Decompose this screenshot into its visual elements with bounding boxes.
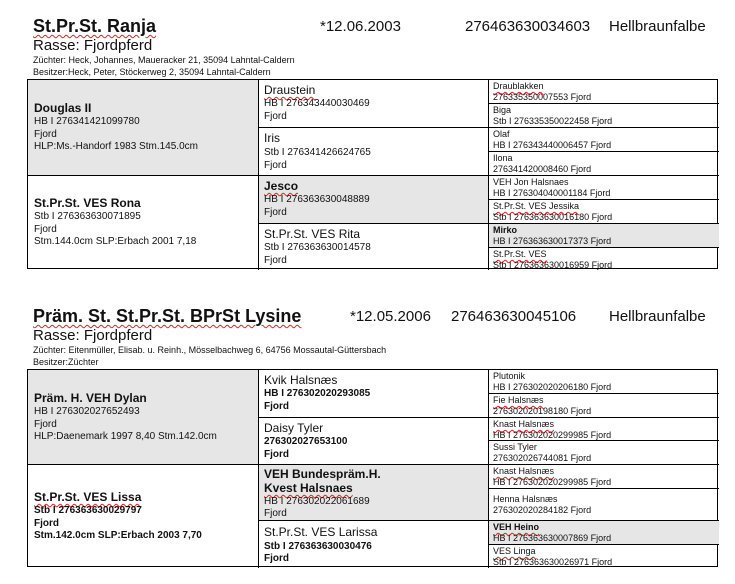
- horse2-breeder: Züchter: Eitenmüller, Elisab. u. Reinh., Mösselbachweg 6, 64756 Mossautal-Güttersbach: [33, 345, 387, 355]
- ggrand-cell-3: [488, 417, 719, 440]
- ggrand-name-5: Knast Halsnæs: [493, 466, 555, 476]
- sire-dam-name: Daisy Tyler: [264, 421, 324, 435]
- sire-breed: Fjord: [34, 129, 57, 140]
- pedigree-table-1: [27, 79, 718, 269]
- horse1-breeder: Züchter: Heck, Johannes, Maueracker 21, 35094 Lahntal-Caldern: [33, 55, 295, 65]
- dam-sire-name: VEH Bundespräm.H.: [264, 467, 381, 481]
- ggrand-info-3: HB I 276302020299985 Fjord: [493, 430, 612, 440]
- horse1-breed: Rasse: Fjordpferd: [33, 37, 153, 54]
- sire-cell: [28, 370, 258, 464]
- dam-sire-breed: Fjord: [264, 508, 287, 519]
- sire-dam-reg: 276302027653100: [264, 436, 348, 447]
- ggrand-info-2: Stb I 276335350022458 Fjord: [493, 116, 613, 126]
- ggrand-name-3: Knast Halsnæs: [493, 419, 555, 429]
- dam-dam-name: St.Pr.St. VES Rita: [264, 227, 361, 241]
- ggrand-cell-5: [488, 464, 719, 488]
- horse2-reg-number: 276463630045106: [451, 308, 577, 325]
- dam-sire-reg: HB I 276363630048889: [264, 194, 370, 205]
- sire-cell: [28, 80, 258, 175]
- ggrand-info-6: 276302020284182 Fjord: [493, 505, 592, 515]
- dam-sire-name: Jesco: [264, 179, 299, 193]
- ggrand-name-7: Mirko: [493, 225, 518, 235]
- dam-reg: Stb I 276363630029797: [34, 505, 142, 516]
- ggrand-info-1: 276335350007553 Fjord: [493, 92, 592, 102]
- ggrand-cell-1: [488, 80, 719, 103]
- dam-sire-breed: Fjord: [264, 207, 287, 218]
- horse1-reg-number: 276463630034603: [465, 18, 591, 35]
- dam-sire-reg: HB I 276302022061689: [264, 496, 370, 507]
- sire-sire-cell: [258, 80, 488, 127]
- ggrand-cell-8: [488, 247, 719, 270]
- ggrand-name-4: Ilona: [493, 153, 513, 163]
- sire-sire-cell: [258, 370, 488, 417]
- dam-sire-cell: [258, 464, 488, 520]
- dam-performance: Stm.142.0cm SLP:Erbach 2003 7,70: [34, 530, 202, 541]
- dam-dam-breed: Fjord: [264, 553, 289, 564]
- horse2-breed: Rasse: Fjordpferd: [33, 327, 153, 344]
- sire-performance: HLP:Ms.-Handorf 1983 Stm.145.0cm: [34, 141, 198, 152]
- ggrand-cell-7: [488, 520, 719, 544]
- dam-dam-cell: [258, 223, 488, 270]
- ggrand-name-1: Draublakken: [493, 81, 544, 91]
- ggrand-cell-5: [488, 175, 719, 199]
- sire-dam-cell: [258, 127, 488, 175]
- dam-dam-breed: Fjord: [264, 255, 287, 266]
- ggrand-info-5: HB I 276304040001184 Fjord: [493, 188, 611, 198]
- horse2-color: Hellbraunfalbe: [609, 308, 706, 325]
- ggrand-info-5: HB I 276302020299985 Fjord: [493, 477, 612, 487]
- ggrand-cell-4: [488, 151, 719, 175]
- ggrand-info-8: Stb I 276363630026971 Fjord: [493, 557, 613, 567]
- ggrand-name-3: Olaf: [493, 129, 510, 139]
- ggrand-cell-4: [488, 440, 719, 464]
- sire-sire-breed: Fjord: [264, 401, 289, 412]
- ggrand-cell-8: [488, 544, 719, 568]
- dam-sire-cell: [258, 175, 488, 223]
- ggrand-info-1: HB I 276302020206180 Fjord: [493, 382, 612, 392]
- ggrand-cell-6: [488, 199, 719, 223]
- sire-sire-reg: HB I 276302020293085: [264, 388, 371, 399]
- sire-sire-name: Kvik Halsnæs: [264, 373, 338, 387]
- pedigree-table-2: [27, 369, 718, 567]
- ggrand-name-8: VES Linga: [493, 546, 536, 556]
- ggrand-info-2: 276302020198180 Fjord: [493, 406, 592, 416]
- ggrand-info-3: HB I 276343440006457 Fjord: [493, 140, 612, 150]
- sire-dam-breed: Fjord: [264, 449, 289, 460]
- dam-name: St.Pr.St. VES Lissa: [34, 490, 142, 504]
- ggrand-name-6: Henna Halsnæs: [493, 494, 558, 504]
- sire-sire-reg: HB I 276343440030469: [264, 98, 370, 109]
- sire-name: Douglas II: [34, 101, 92, 115]
- ggrand-name-2: Fie Halsnæs: [493, 395, 544, 405]
- sire-performance: HLP:Daenemark 1997 8,40 Stm.142.0cm: [34, 431, 217, 442]
- ggrand-cell-2: [488, 103, 719, 127]
- dam-sire-name-line2: Kvest Halsnaes: [264, 481, 353, 495]
- dam-dam-name: St.Pr.St. VES Larissa: [264, 525, 378, 539]
- sire-dam-breed: Fjord: [264, 160, 287, 171]
- horse1-color: Hellbraunfalbe: [609, 18, 706, 35]
- sire-dam-cell: [258, 417, 488, 464]
- horse1-name: St.Pr.St. Ranja: [33, 16, 157, 36]
- ggrand-name-8: St.Pr.St. VES: [493, 249, 547, 259]
- horse1-owner: Besitzer:Heck, Peter, Stöckerweg 2, 35094 Lahntal-Caldern: [33, 67, 271, 77]
- ggrand-name-5: VEH Jon Halsnaes: [493, 177, 569, 187]
- sire-sire-breed: Fjord: [264, 111, 287, 122]
- ggrand-name-6: St.Pr.St. VES Jessika: [493, 201, 580, 211]
- sire-breed: Fjord: [34, 419, 57, 430]
- dam-dam-cell: [258, 520, 488, 568]
- sire-dam-name: Iris: [264, 131, 280, 145]
- sire-name: Präm. H. VEH Dylan: [34, 391, 147, 405]
- ggrand-info-8: Stb I 276363630016959 Fjord: [493, 260, 613, 270]
- ggrand-info-7: HB I 276363630017373 Fjord: [493, 236, 612, 246]
- ggrand-cell-6: [488, 488, 719, 520]
- sire-dam-reg: Stb I 276341426624765: [264, 147, 371, 158]
- ggrand-name-4: Sussi Tyler: [493, 442, 537, 452]
- ggrand-name-1: Plutonik: [493, 371, 526, 381]
- dam-breed: Fjord: [34, 224, 57, 235]
- horse1-birthdate: *12.06.2003: [320, 18, 401, 35]
- dam-dam-reg: Stb I 276363630014578: [264, 242, 371, 253]
- dam-breed: Fjord: [34, 518, 59, 529]
- ggrand-cell-2: [488, 393, 719, 417]
- horse2-birthdate: *12.05.2006: [350, 308, 431, 325]
- ggrand-info-4: 276341420008460 Fjord: [493, 164, 592, 174]
- dam-reg: Stb I 276363630071895: [34, 211, 141, 222]
- sire-reg: HB I 276302027652493: [34, 406, 140, 417]
- ggrand-info-7: HB I 276363630007869 Fjord: [493, 533, 612, 543]
- dam-performance: Stm.144.0cm SLP:Erbach 2001 7,18: [34, 236, 197, 247]
- dam-dam-reg: Stb I 276363630030476: [264, 541, 372, 552]
- dam-name: St.Pr.St. VES Rona: [34, 196, 141, 210]
- ggrand-name-2: Biga: [493, 105, 512, 115]
- sire-sire-name: Draustein: [264, 83, 316, 97]
- ggrand-cell-7: [488, 223, 719, 247]
- horse2-owner: Besitzer:Züchter: [33, 357, 99, 367]
- ggrand-cell-3: [488, 127, 719, 151]
- ggrand-name-7: VEH Heino: [493, 522, 540, 532]
- ggrand-info-6: Stb I 276363630016180 Fjord: [493, 212, 613, 222]
- dam-cell: [28, 175, 258, 270]
- sire-reg: HB I 276341421099780: [34, 116, 140, 127]
- ggrand-cell-1: [488, 370, 719, 393]
- dam-cell: [28, 464, 258, 568]
- ggrand-info-4: 276302026744081 Fjord: [493, 453, 592, 463]
- horse2-name: Präm. St. St.Pr.St. BPrSt Lysine: [33, 306, 302, 326]
